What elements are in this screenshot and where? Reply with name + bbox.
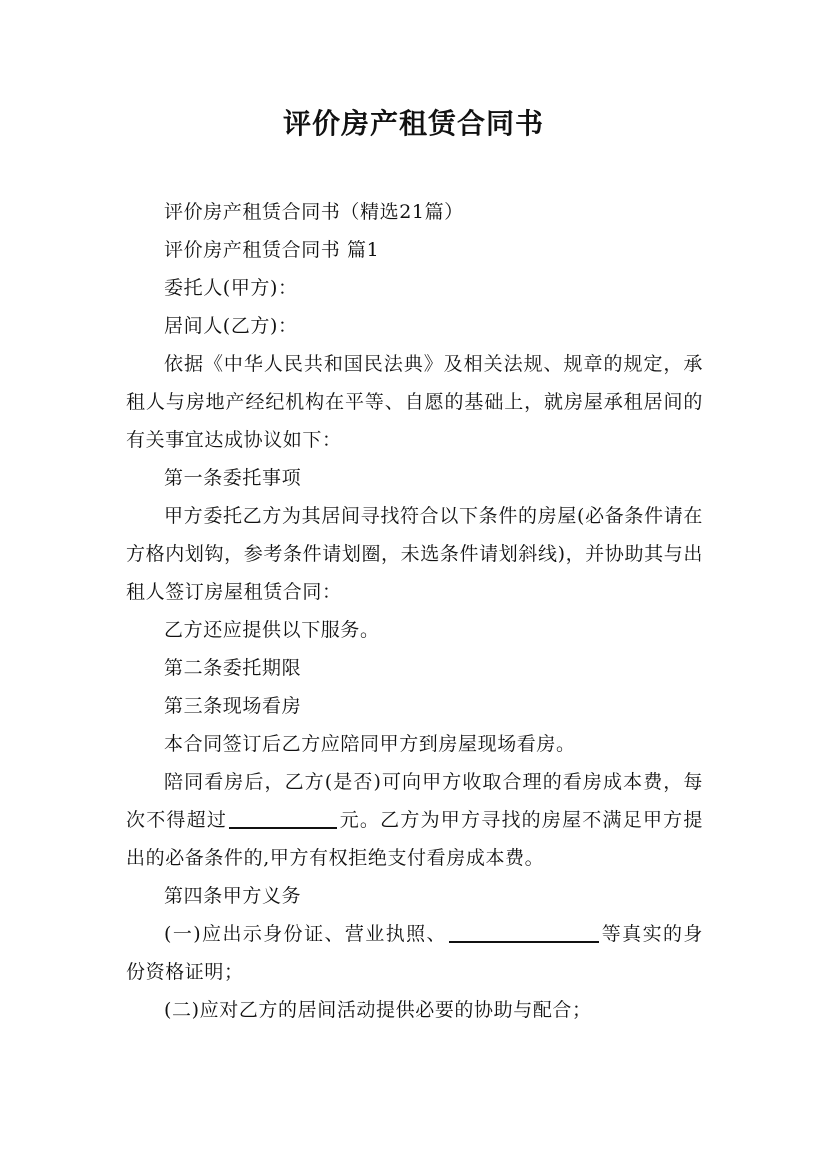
paragraph-intro: 评价房产租赁合同书（精选21篇） (164, 201, 464, 223)
paragraph-extra-services: 乙方还应提供以下服务。 (164, 619, 380, 641)
paragraph-identity (126, 915, 703, 991)
paragraph-basis: 依据《中华人民共和国民法典》及相关法规、规章的规定，承租人与房地产经纪机构在平等、自愿的基础上，就房屋承租居间的有关事宜达成协议如下： (126, 353, 703, 451)
paragraph-article-1-body: 甲方委托乙方为其居间寻找符合以下条件的房屋(必备条件请在方格内划钩，参考条件请划圈，未选条件请划斜线)，并协助其与出租人签订房屋租赁合同： (126, 505, 703, 603)
paragraph-viewing-fee (126, 763, 703, 877)
fee-blank-line (229, 808, 337, 829)
viewing-fee-text-after: 元。乙方为甲方寻找的房屋不满足甲方提出的必备条件的,甲方有权拒绝支付看房成本费。 (126, 809, 703, 869)
id-blank-line (449, 922, 599, 943)
identity-text-after: 等真实的身份资格证明； (126, 923, 703, 983)
viewing-fee-text-before: 陪同看房后，乙方(是否)可向甲方收取合理的看房成本费，每次不得超过 (126, 771, 703, 831)
paragraph-section-heading: 评价房产租赁合同书 篇1 (164, 239, 380, 261)
paragraph-cooperation: (二)应对乙方的居间活动提供必要的协助与配合； (164, 999, 592, 1021)
identity-text-before: (一)应出示身份证、营业执照、 (164, 923, 447, 945)
paragraph-article-2-heading: 第二条委托期限 (164, 657, 302, 679)
document-body (126, 193, 703, 1029)
paragraph-client: 委托人(甲方)： (164, 277, 298, 299)
paragraph-viewing: 本合同签订后乙方应陪同甲方到房屋现场看房。 (164, 733, 576, 755)
paragraph-article-1-heading: 第一条委托事项 (164, 467, 302, 489)
paragraph-broker: 居间人(乙方)： (164, 315, 298, 337)
paragraph-article-3-heading: 第三条现场看房 (164, 695, 302, 717)
document-title: 评价房产租赁合同书 (282, 107, 544, 140)
paragraph-article-4-heading: 第四条甲方义务 (164, 885, 302, 907)
